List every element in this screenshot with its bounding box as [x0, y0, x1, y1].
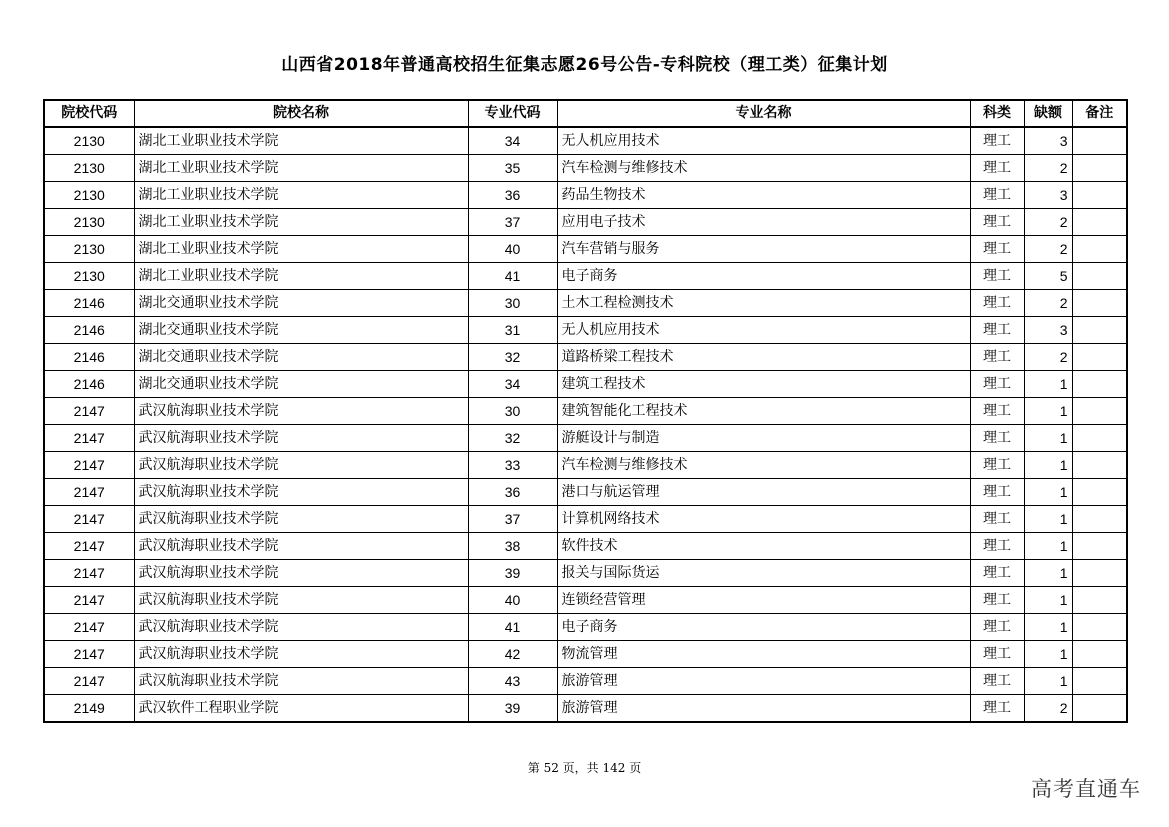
quota-cell: 1	[1024, 560, 1072, 587]
quota-cell: 1	[1024, 614, 1072, 641]
category-cell: 理工	[970, 533, 1024, 560]
major-name-cell: 电子商务	[557, 614, 970, 641]
category-cell: 理工	[970, 506, 1024, 533]
major-name-cell: 应用电子技术	[557, 209, 970, 236]
note-cell	[1072, 127, 1127, 155]
note-cell	[1072, 560, 1127, 587]
note-cell	[1072, 533, 1127, 560]
category-cell: 理工	[970, 452, 1024, 479]
major-code-cell: 41	[468, 614, 557, 641]
school-name-cell: 武汉航海职业技术学院	[134, 452, 468, 479]
school-name-cell: 湖北工业职业技术学院	[134, 155, 468, 182]
quota-cell: 1	[1024, 587, 1072, 614]
major-code-cell: 34	[468, 371, 557, 398]
category-cell: 理工	[970, 371, 1024, 398]
major-name-cell: 旅游管理	[557, 695, 970, 723]
table-row	[44, 587, 1127, 614]
major-name-cell: 物流管理	[557, 641, 970, 668]
note-cell	[1072, 236, 1127, 263]
major-code-cell: 43	[468, 668, 557, 695]
header-note: 备注	[1072, 100, 1127, 127]
school-name-cell: 武汉航海职业技术学院	[134, 560, 468, 587]
school-name-cell: 湖北交通职业技术学院	[134, 344, 468, 371]
school-name-cell: 武汉航海职业技术学院	[134, 614, 468, 641]
note-cell	[1072, 695, 1127, 723]
note-cell	[1072, 209, 1127, 236]
major-name-cell: 汽车检测与维修技术	[557, 155, 970, 182]
school-name-cell: 武汉航海职业技术学院	[134, 506, 468, 533]
table-row	[44, 127, 1127, 155]
note-cell	[1072, 317, 1127, 344]
major-name-cell: 土木工程检测技术	[557, 290, 970, 317]
quota-cell: 1	[1024, 479, 1072, 506]
quota-cell: 2	[1024, 155, 1072, 182]
note-cell	[1072, 290, 1127, 317]
note-cell	[1072, 263, 1127, 290]
school-code-cell: 2147	[44, 560, 134, 587]
major-code-cell: 34	[468, 127, 557, 155]
school-code-cell: 2147	[44, 506, 134, 533]
table-row	[44, 533, 1127, 560]
note-cell	[1072, 641, 1127, 668]
school-code-cell: 2147	[44, 641, 134, 668]
major-name-cell: 建筑智能化工程技术	[557, 398, 970, 425]
major-code-cell: 32	[468, 344, 557, 371]
quota-cell: 2	[1024, 695, 1072, 723]
table-row	[44, 398, 1127, 425]
table-row	[44, 506, 1127, 533]
quota-cell: 3	[1024, 182, 1072, 209]
table-body	[44, 127, 1127, 722]
major-code-cell: 39	[468, 695, 557, 723]
header-school-code: 院校代码	[44, 100, 134, 127]
major-code-cell: 31	[468, 317, 557, 344]
note-cell	[1072, 155, 1127, 182]
header-category: 科类	[970, 100, 1024, 127]
school-code-cell: 2130	[44, 182, 134, 209]
school-code-cell: 2130	[44, 127, 134, 155]
quota-cell: 2	[1024, 209, 1072, 236]
table-row	[44, 560, 1127, 587]
school-name-cell: 湖北工业职业技术学院	[134, 127, 468, 155]
table-row	[44, 668, 1127, 695]
note-cell	[1072, 371, 1127, 398]
category-cell: 理工	[970, 290, 1024, 317]
major-name-cell: 旅游管理	[557, 668, 970, 695]
note-cell	[1072, 398, 1127, 425]
major-code-cell: 35	[468, 155, 557, 182]
school-code-cell: 2130	[44, 209, 134, 236]
table-row	[44, 155, 1127, 182]
category-cell: 理工	[970, 641, 1024, 668]
note-cell	[1072, 182, 1127, 209]
note-cell	[1072, 452, 1127, 479]
document-title: 山西省2018年普通高校招生征集志愿26号公告-专科院校（理工类）征集计划	[281, 55, 888, 75]
school-name-cell: 湖北工业职业技术学院	[134, 263, 468, 290]
school-code-cell: 2147	[44, 668, 134, 695]
category-cell: 理工	[970, 668, 1024, 695]
quota-cell: 5	[1024, 263, 1072, 290]
category-cell: 理工	[970, 695, 1024, 723]
major-name-cell: 无人机应用技术	[557, 127, 970, 155]
table-row	[44, 236, 1127, 263]
table-row	[44, 290, 1127, 317]
school-code-cell: 2147	[44, 587, 134, 614]
quota-cell: 1	[1024, 506, 1072, 533]
category-cell: 理工	[970, 479, 1024, 506]
quota-cell: 2	[1024, 290, 1072, 317]
table-row	[44, 425, 1127, 452]
school-name-cell: 武汉航海职业技术学院	[134, 425, 468, 452]
note-cell	[1072, 668, 1127, 695]
major-name-cell: 港口与航运管理	[557, 479, 970, 506]
major-name-cell: 汽车检测与维修技术	[557, 452, 970, 479]
school-code-cell: 2147	[44, 614, 134, 641]
school-code-cell: 2147	[44, 398, 134, 425]
school-code-cell: 2147	[44, 479, 134, 506]
school-name-cell: 湖北工业职业技术学院	[134, 236, 468, 263]
category-cell: 理工	[970, 127, 1024, 155]
school-name-cell: 武汉航海职业技术学院	[134, 533, 468, 560]
major-name-cell: 计算机网络技术	[557, 506, 970, 533]
quota-cell: 1	[1024, 533, 1072, 560]
note-cell	[1072, 479, 1127, 506]
major-name-cell: 软件技术	[557, 533, 970, 560]
major-code-cell: 32	[468, 425, 557, 452]
table-row	[44, 695, 1127, 723]
category-cell: 理工	[970, 155, 1024, 182]
school-code-cell: 2146	[44, 317, 134, 344]
table-row	[44, 263, 1127, 290]
school-code-cell: 2146	[44, 290, 134, 317]
table-row	[44, 452, 1127, 479]
category-cell: 理工	[970, 263, 1024, 290]
school-name-cell: 湖北工业职业技术学院	[134, 209, 468, 236]
header-major-code: 专业代码	[468, 100, 557, 127]
school-name-cell: 武汉航海职业技术学院	[134, 668, 468, 695]
school-code-cell: 2130	[44, 263, 134, 290]
quota-cell: 3	[1024, 127, 1072, 155]
note-cell	[1072, 506, 1127, 533]
watermark: 高考直通车	[1031, 777, 1141, 801]
table-row	[44, 371, 1127, 398]
header-major-name: 专业名称	[557, 100, 970, 127]
table-row	[44, 479, 1127, 506]
header-school-name: 院校名称	[134, 100, 468, 127]
school-code-cell: 2130	[44, 155, 134, 182]
major-name-cell: 游艇设计与制造	[557, 425, 970, 452]
major-name-cell: 道路桥梁工程技术	[557, 344, 970, 371]
school-code-cell: 2146	[44, 344, 134, 371]
major-code-cell: 33	[468, 452, 557, 479]
major-code-cell: 40	[468, 236, 557, 263]
major-code-cell: 40	[468, 587, 557, 614]
table-row	[44, 641, 1127, 668]
quota-cell: 2	[1024, 344, 1072, 371]
major-name-cell: 电子商务	[557, 263, 970, 290]
major-name-cell: 汽车营销与服务	[557, 236, 970, 263]
note-cell	[1072, 425, 1127, 452]
major-name-cell: 无人机应用技术	[557, 317, 970, 344]
category-cell: 理工	[970, 317, 1024, 344]
school-code-cell: 2146	[44, 371, 134, 398]
major-code-cell: 30	[468, 290, 557, 317]
school-name-cell: 湖北交通职业技术学院	[134, 317, 468, 344]
quota-cell: 1	[1024, 425, 1072, 452]
quota-cell: 1	[1024, 668, 1072, 695]
category-cell: 理工	[970, 587, 1024, 614]
table-row	[44, 182, 1127, 209]
major-code-cell: 36	[468, 182, 557, 209]
school-name-cell: 武汉航海职业技术学院	[134, 587, 468, 614]
quota-cell: 1	[1024, 398, 1072, 425]
category-cell: 理工	[970, 614, 1024, 641]
major-code-cell: 42	[468, 641, 557, 668]
major-code-cell: 38	[468, 533, 557, 560]
note-cell	[1072, 587, 1127, 614]
school-name-cell: 武汉软件工程职业学院	[134, 695, 468, 723]
school-name-cell: 武汉航海职业技术学院	[134, 479, 468, 506]
table-row	[44, 344, 1127, 371]
quota-cell: 1	[1024, 452, 1072, 479]
major-code-cell: 41	[468, 263, 557, 290]
major-code-cell: 30	[468, 398, 557, 425]
category-cell: 理工	[970, 236, 1024, 263]
quota-cell: 1	[1024, 641, 1072, 668]
enrollment-plan-table	[43, 99, 1128, 723]
category-cell: 理工	[970, 425, 1024, 452]
major-code-cell: 37	[468, 209, 557, 236]
header-quota: 缺额	[1024, 100, 1072, 127]
category-cell: 理工	[970, 344, 1024, 371]
school-name-cell: 武汉航海职业技术学院	[134, 641, 468, 668]
category-cell: 理工	[970, 560, 1024, 587]
school-code-cell: 2130	[44, 236, 134, 263]
table-row	[44, 317, 1127, 344]
school-code-cell: 2147	[44, 425, 134, 452]
table-row	[44, 614, 1127, 641]
school-name-cell: 湖北工业职业技术学院	[134, 182, 468, 209]
category-cell: 理工	[970, 398, 1024, 425]
school-name-cell: 武汉航海职业技术学院	[134, 398, 468, 425]
school-code-cell: 2147	[44, 533, 134, 560]
note-cell	[1072, 344, 1127, 371]
page-footer: 第 52 页，共 142 页	[527, 761, 642, 775]
category-cell: 理工	[970, 209, 1024, 236]
school-name-cell: 湖北交通职业技术学院	[134, 290, 468, 317]
school-name-cell: 湖北交通职业技术学院	[134, 371, 468, 398]
major-name-cell: 报关与国际货运	[557, 560, 970, 587]
major-name-cell: 药品生物技术	[557, 182, 970, 209]
major-name-cell: 建筑工程技术	[557, 371, 970, 398]
quota-cell: 3	[1024, 317, 1072, 344]
category-cell: 理工	[970, 182, 1024, 209]
school-code-cell: 2147	[44, 452, 134, 479]
major-code-cell: 37	[468, 506, 557, 533]
school-code-cell: 2149	[44, 695, 134, 723]
quota-cell: 2	[1024, 236, 1072, 263]
major-code-cell: 39	[468, 560, 557, 587]
major-code-cell: 36	[468, 479, 557, 506]
major-name-cell: 连锁经营管理	[557, 587, 970, 614]
table-row	[44, 209, 1127, 236]
note-cell	[1072, 614, 1127, 641]
table-header-row	[44, 100, 1127, 127]
quota-cell: 1	[1024, 371, 1072, 398]
